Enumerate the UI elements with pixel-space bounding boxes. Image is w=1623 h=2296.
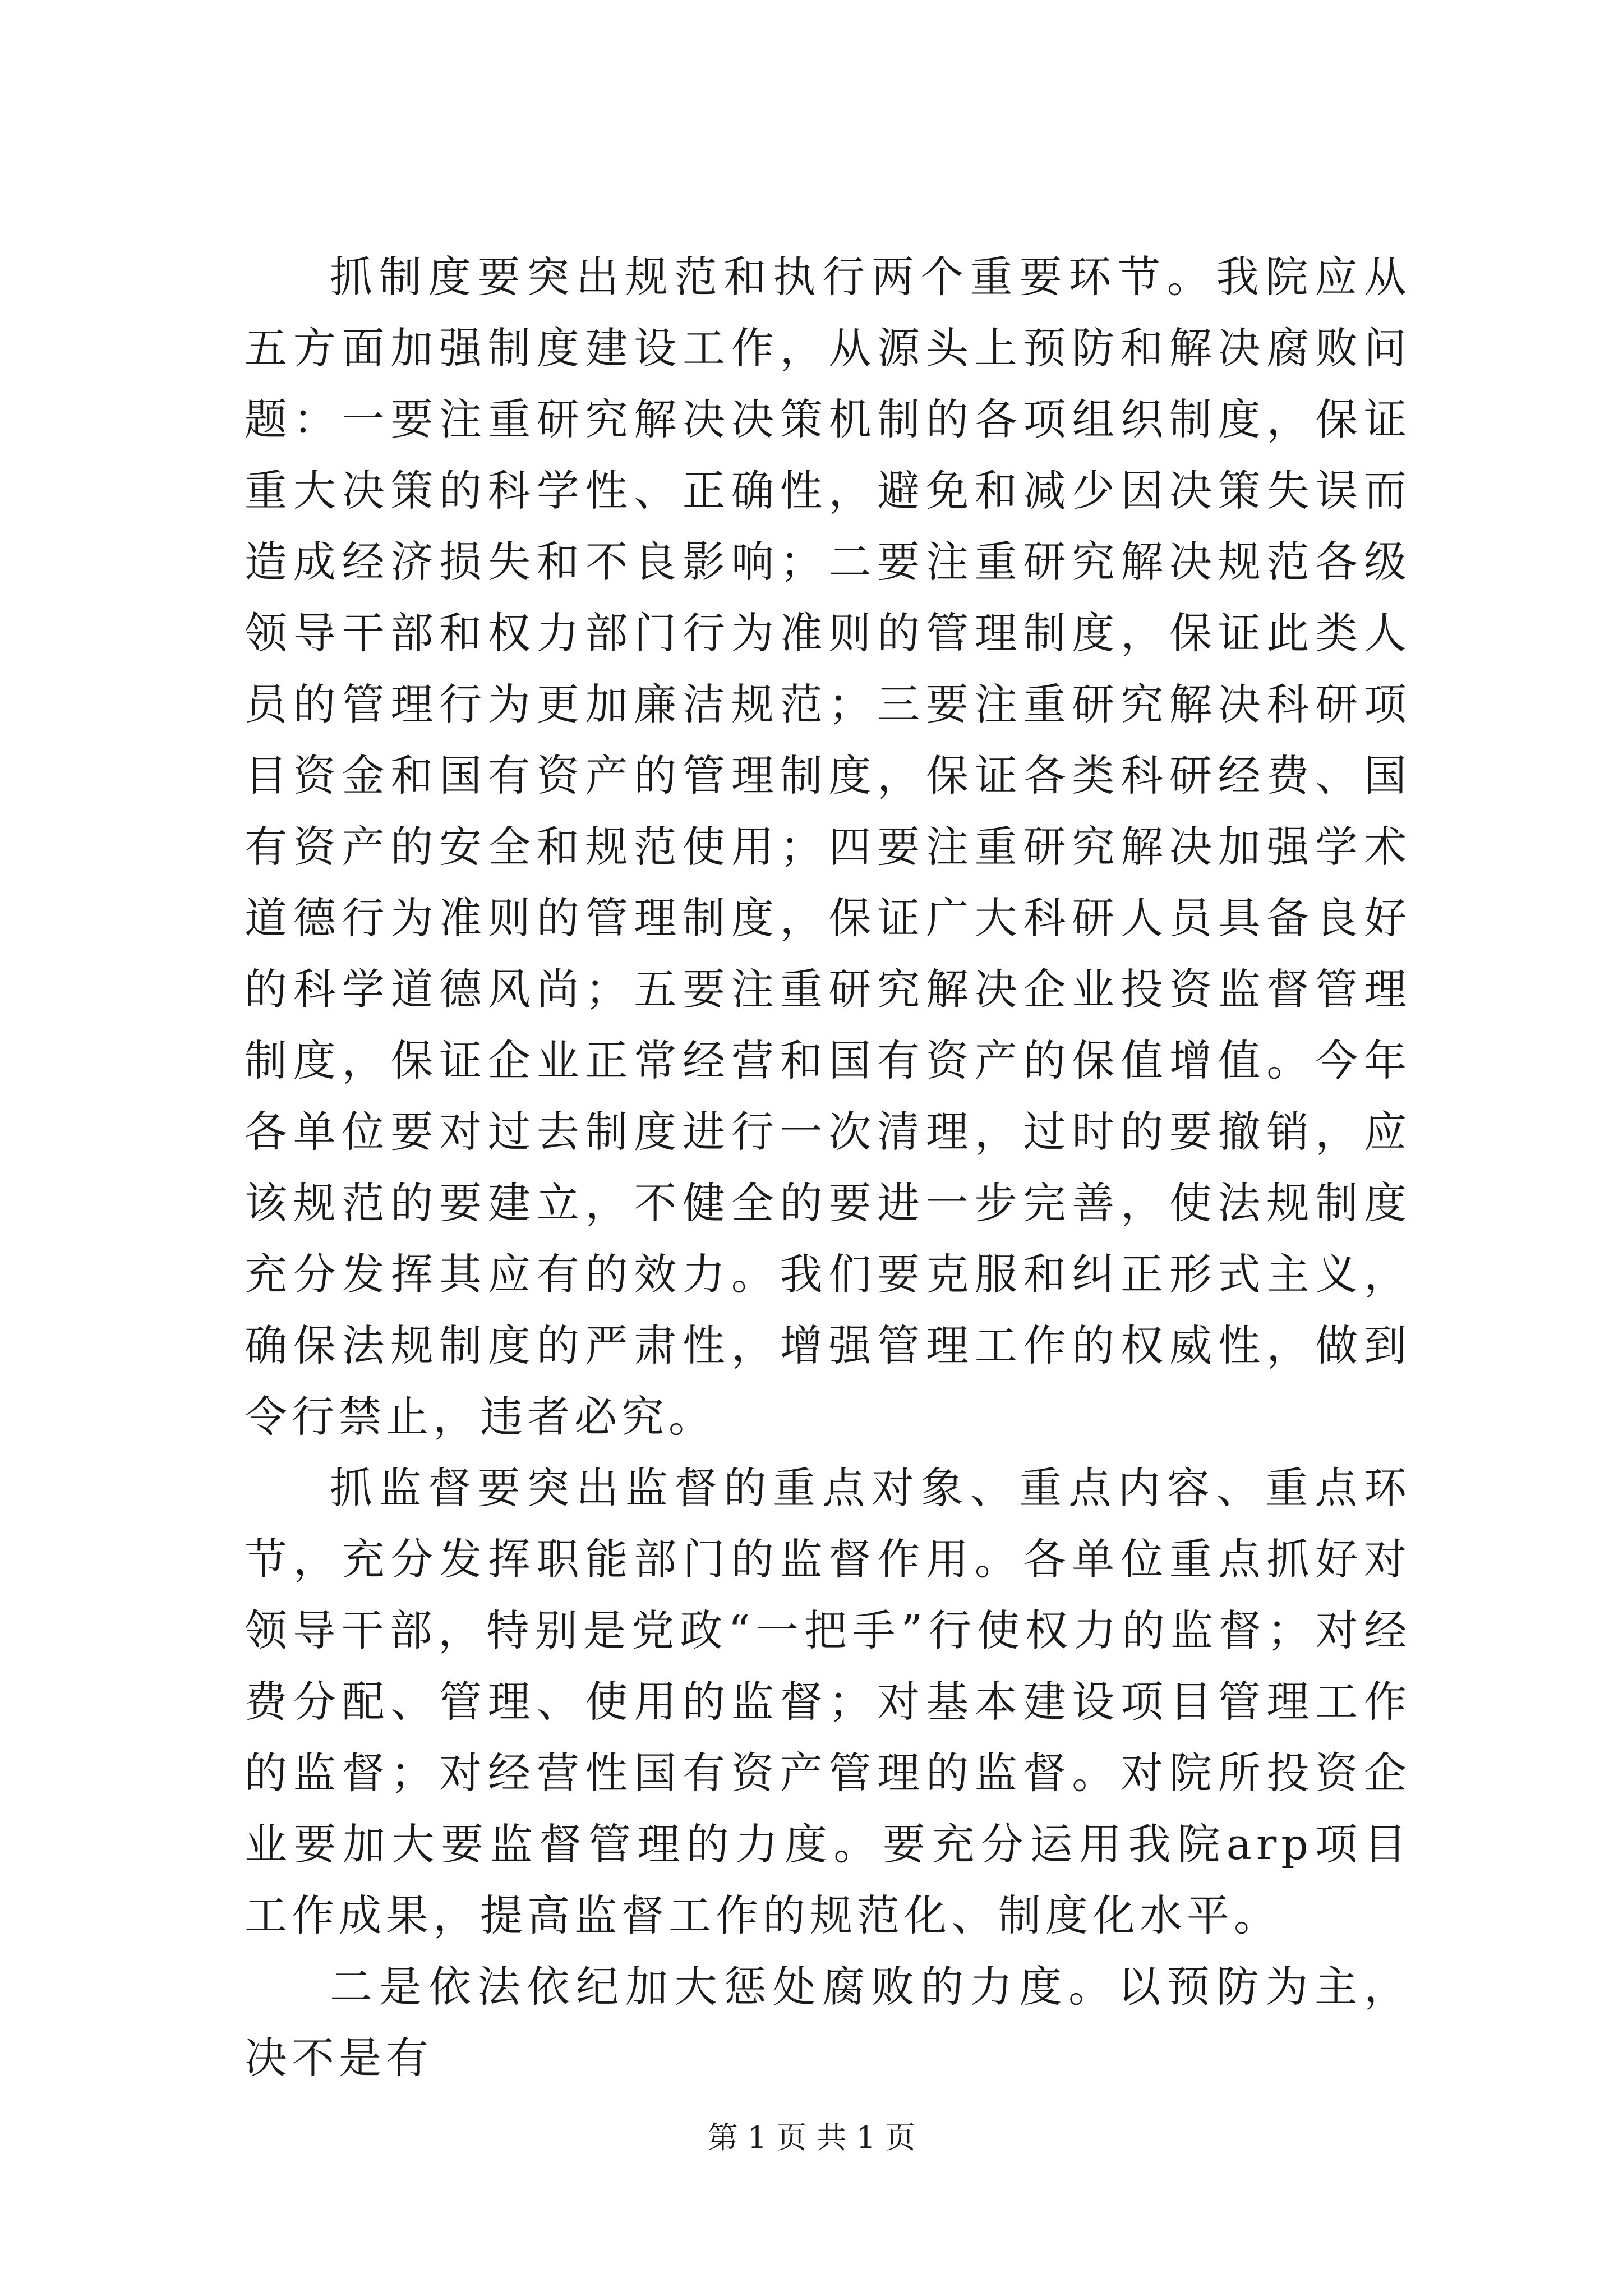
- paragraph-institution-building: 抓制度要突出规范和执行两个重要环节。我院应从五方面加强制度建设工作，从源头上预防和解决腐败问题：一要注重研究解决决策机制的各项组织制度，保证重大决策的科学性、正确性，避免和减少因决策失误而造成经济损失和不良影响；二要注重研究解决规范各级领导干部和权力部门行为准则的管理制度，保证此类人员的管理行为更加廉洁规范；三要注重研究解决科研项目资金和国有资产的管理制度，保证各类科研经费、国有资产的安全和规范使用；四要注重研究解决加强学术道德行为准则的管理制度，保证广大科研人员具备良好的科学道德风尚；五要注重研究解决企业投资监督管理制度，保证企业正常经营和国有资产的保值增值。今年各单位要对过去制度进行一次清理，过时的要撤销，应该规范的要建立，不健全的要进一步完善，使法规制度充分发挥其应有的效力。我们要克服和纠正形式主义，确保法规制度的严肃性，增强管理工作的权威性，做到令行禁止，违者必究。: [245, 252, 1411, 1442]
- page-footer: 第 1 页 共 1 页: [707, 2120, 916, 2155]
- paragraph-punishment: 二是依法依纪加大惩处腐败的力度。以预防为主，决不是有: [245, 1962, 1411, 2083]
- document-body: [245, 241, 1411, 2093]
- paragraph-supervision: 抓监督要突出监督的重点对象、重点内容、重点环节，充分发挥职能部门的监督作用。各单位重点抓好对领导干部，特别是党政“一把手”行使权力的监督；对经费分配、管理、使用的监督；对基本建设项目管理工作的监督；对经营性国有资产管理的监督。对院所投资企业要加大要监督管理的力度。要充分运用我院arp项目工作成果，提高监督工作的规范化、制度化水平。: [245, 1463, 1411, 1940]
